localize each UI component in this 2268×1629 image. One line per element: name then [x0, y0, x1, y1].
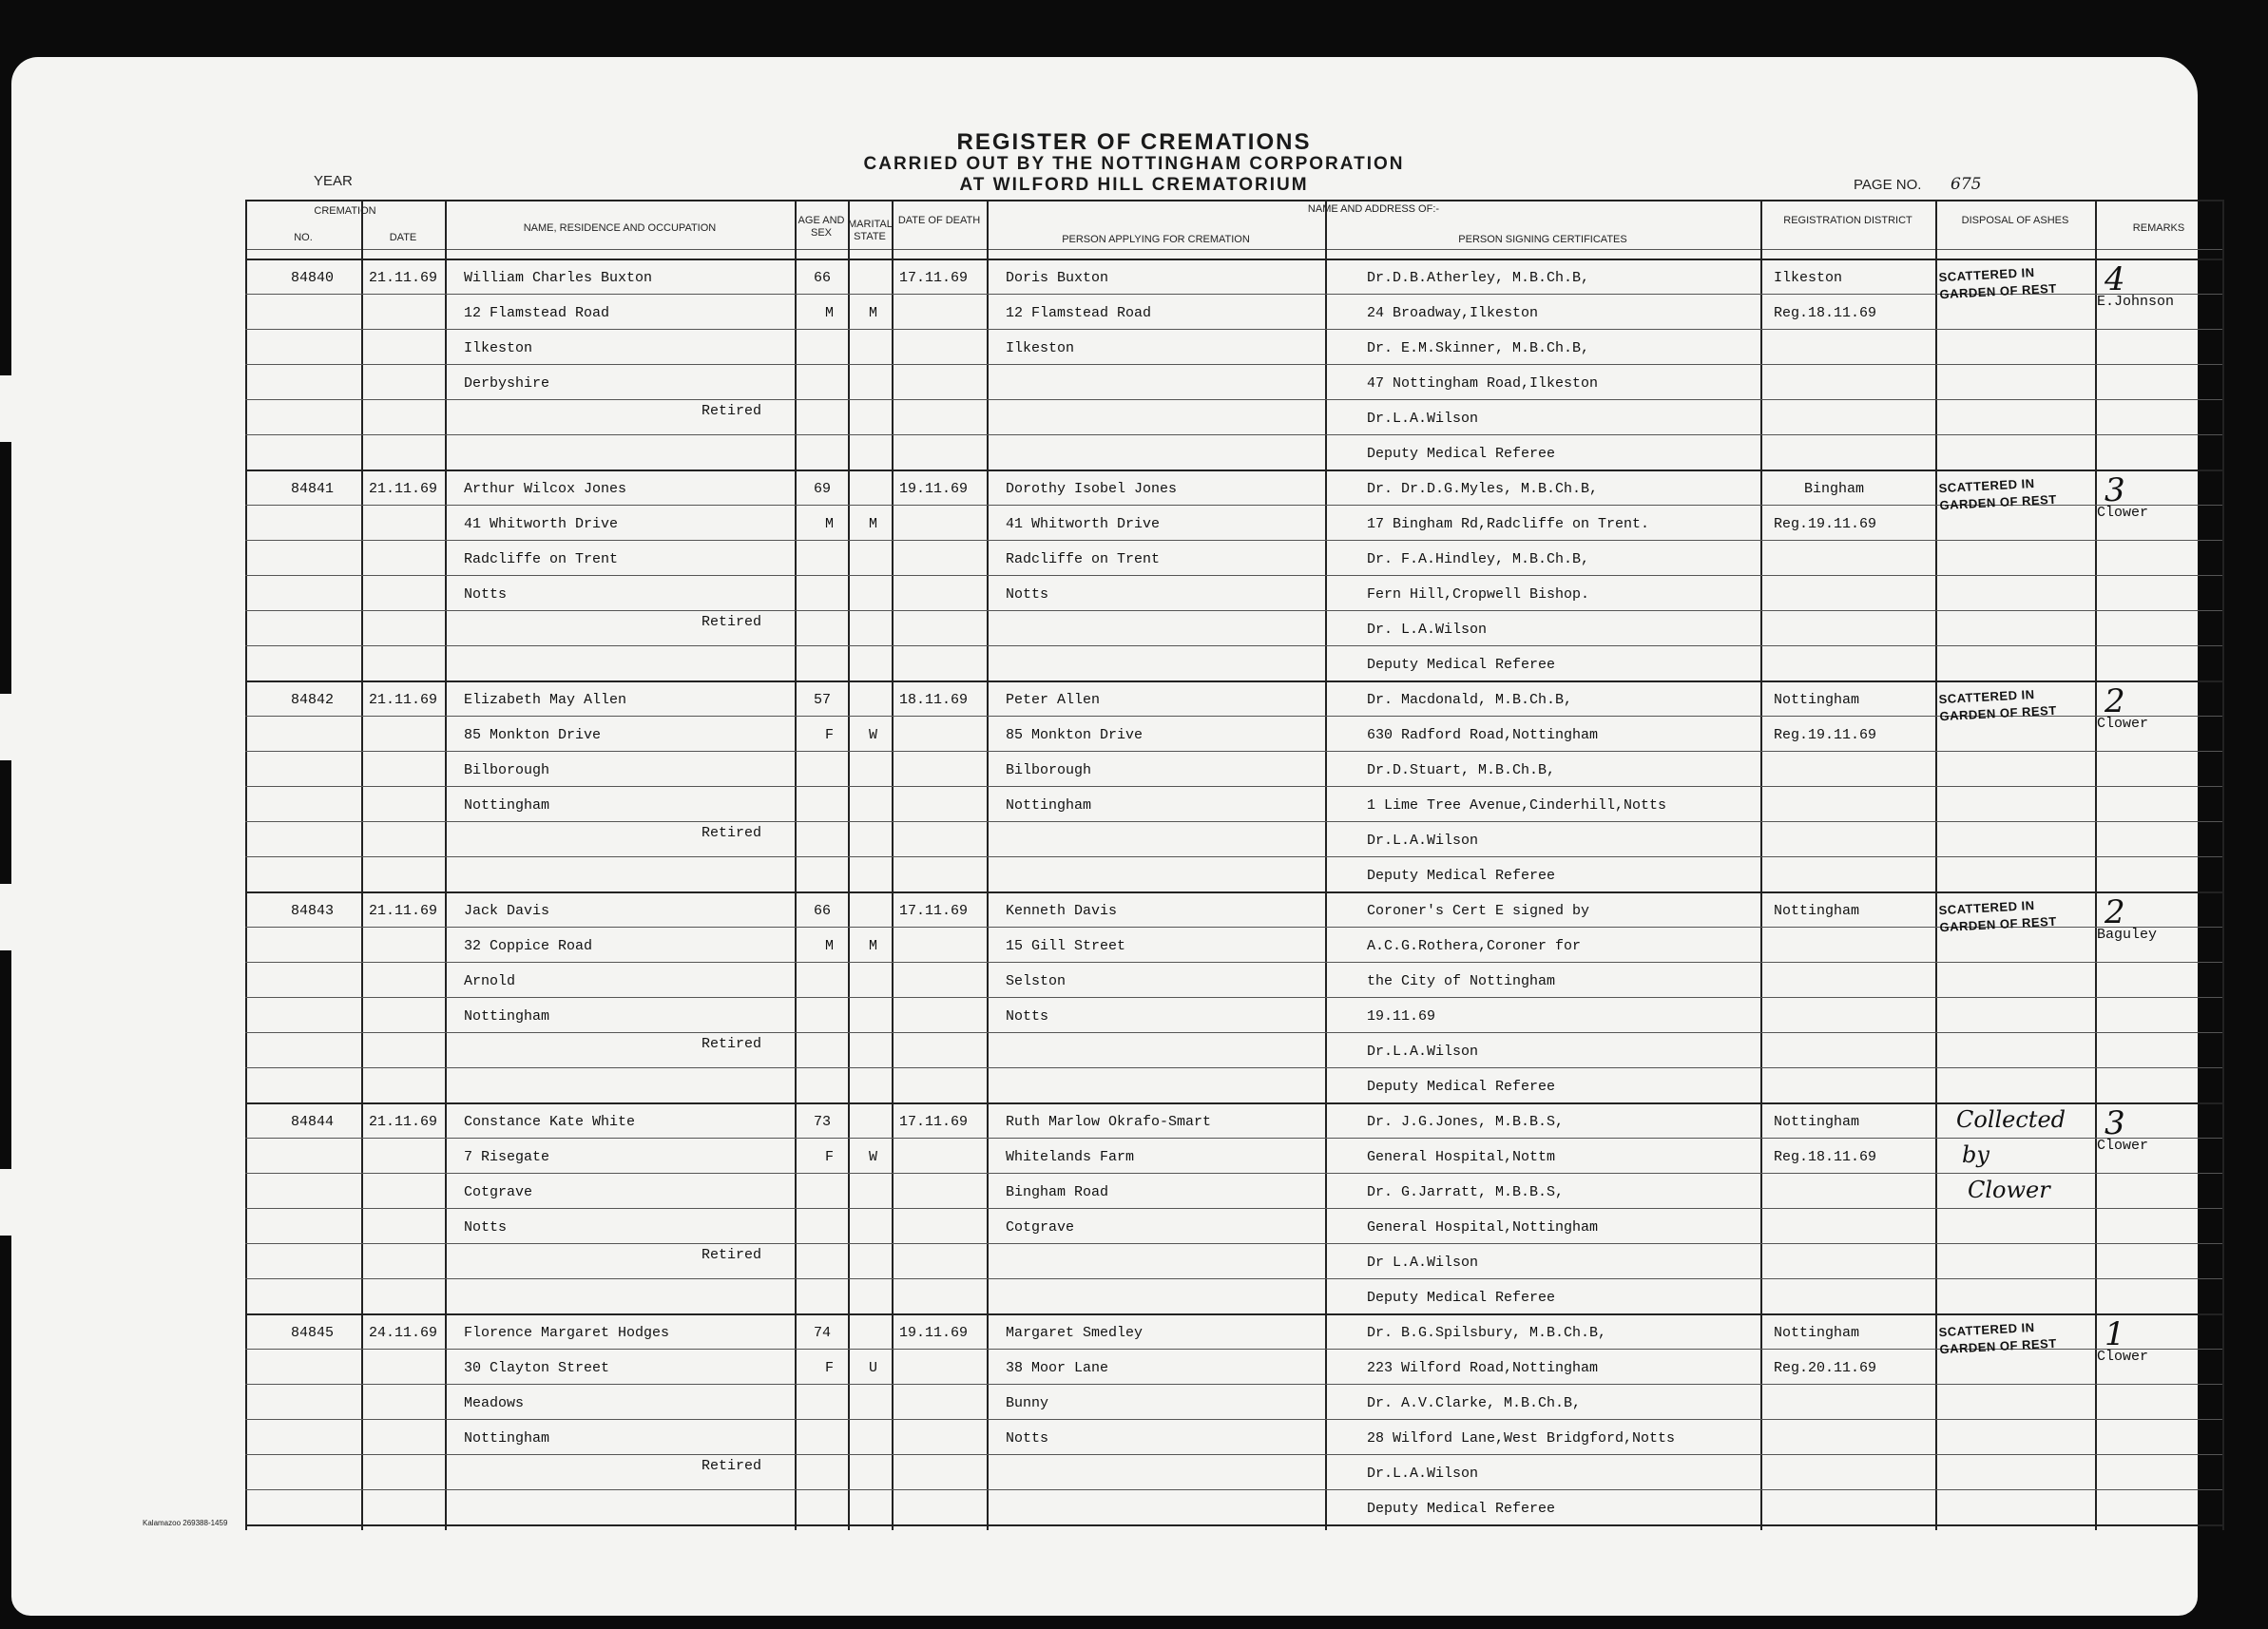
- ashes-disposal-stamp: SCATTERED IN GARDEN OF REST: [1938, 264, 2058, 302]
- certifier-line: General Hospital,Nottingham: [1367, 1219, 1599, 1236]
- certifier-line: Dr.L.A.Wilson: [1367, 1466, 1479, 1482]
- cremation-date: 21.11.69: [369, 1114, 438, 1130]
- certifier-line: the City of Nottingham: [1367, 973, 1556, 989]
- ruled-line: [245, 434, 2222, 435]
- printer-imprint: Kalamazoo 269388-1459: [143, 1519, 228, 1527]
- certifier-line: 630 Radford Road,Nottingham: [1367, 727, 1599, 743]
- certifier-line: Deputy Medical Referee: [1367, 446, 1556, 462]
- binder-tab: [0, 1169, 72, 1236]
- remarks-attendant: Clower: [2097, 716, 2149, 732]
- deceased-name-line: Arnold: [464, 973, 516, 989]
- registration-date: Reg.19.11.69: [1774, 516, 1877, 532]
- record-divider: [245, 680, 2222, 682]
- marital-state: M: [869, 938, 878, 954]
- ruled-line: [245, 716, 2222, 717]
- certifier-line: Dr. B.G.Spilsbury, M.B.Ch.B,: [1367, 1325, 1607, 1341]
- page-subtitle-1: CARRIED OUT BY THE NOTTINGHAM CORPORATION: [863, 154, 1405, 174]
- registration-district: Ilkeston: [1774, 270, 1843, 286]
- deceased-name-line: 85 Monkton Drive: [464, 727, 602, 743]
- certifier-line: Deputy Medical Referee: [1367, 868, 1556, 884]
- certifier-line: Dr L.A.Wilson: [1367, 1255, 1479, 1271]
- applicant-line: 15 Gill Street: [1006, 938, 1126, 954]
- remarks-attendant: Clower: [2097, 505, 2149, 521]
- certifier-line: Dr. L.A.Wilson: [1367, 622, 1488, 638]
- sex: F: [825, 1360, 835, 1376]
- applicant-line: Bilborough: [1006, 762, 1092, 778]
- certifier-line: Dr. E.M.Skinner, M.B.Ch.B,: [1367, 340, 1590, 356]
- record-divider: [245, 470, 2222, 471]
- occupation: Retired: [702, 1458, 762, 1474]
- applicant-line: Bingham Road: [1006, 1184, 1109, 1200]
- ruled-line: [245, 1419, 2222, 1420]
- certifier-line: Dr.D.B.Atherley, M.B.Ch.B,: [1367, 270, 1590, 286]
- remarks-attendant: Clower: [2097, 1138, 2149, 1154]
- ruled-line: [245, 364, 2222, 365]
- registration-district-header: REGISTRATION DISTRICT: [1783, 215, 1912, 226]
- deceased-name-line: Bilborough: [464, 762, 550, 778]
- deceased-name-line: William Charles Buxton: [464, 270, 653, 286]
- deceased-name-line: 41 Whitworth Drive: [464, 516, 619, 532]
- year-label: YEAR: [314, 173, 353, 189]
- registration-district: Nottingham: [1774, 903, 1860, 919]
- ruled-line: [245, 505, 2222, 506]
- binder-tab: [0, 375, 72, 442]
- certifier-line: 17 Bingham Rd,Radcliffe on Trent.: [1367, 516, 1650, 532]
- ruled-line: [245, 927, 2222, 928]
- deceased-name-line: Jack Davis: [464, 903, 550, 919]
- marital-header: MARITAL STATE: [848, 219, 893, 242]
- applicant-line: Nottingham: [1006, 797, 1092, 814]
- record-divider: [245, 891, 2222, 893]
- cremation-number: 84843: [291, 903, 335, 919]
- deceased-name-line: Nottingham: [464, 1008, 550, 1025]
- certifier-line: Dr. Macdonald, M.B.Ch.B,: [1367, 692, 1573, 708]
- remarks-plot-number: 2: [2105, 682, 2125, 720]
- date-of-death: 19.11.69: [899, 481, 969, 497]
- age: 66: [814, 270, 832, 286]
- remarks-plot-number: 3: [2105, 1104, 2125, 1142]
- marital-state: W: [869, 1149, 878, 1165]
- deceased-name-line: Cotgrave: [464, 1184, 533, 1200]
- cremation-number: 84840: [291, 270, 335, 286]
- remarks-plot-number: 1: [2105, 1315, 2125, 1353]
- date-of-death: 19.11.69: [899, 1325, 969, 1341]
- marital-state: M: [869, 305, 878, 321]
- ruled-line: [245, 1278, 2222, 1279]
- certifier-line: Dr. Dr.D.G.Myles, M.B.Ch.B,: [1367, 481, 1599, 497]
- applicant-line: Radcliffe on Trent: [1006, 551, 1161, 567]
- registration-date: Reg.19.11.69: [1774, 727, 1877, 743]
- ruled-line: [245, 575, 2222, 576]
- certifier-line: Dr. G.Jarratt, M.B.B.S,: [1367, 1184, 1565, 1200]
- date-of-death: 17.11.69: [899, 1114, 969, 1130]
- applicant-line: Selston: [1006, 973, 1067, 989]
- name-address-header: NAME AND ADDRESS OF:-: [1307, 203, 1440, 215]
- deceased-name-line: 12 Flamstead Road: [464, 305, 610, 321]
- binder-tab: [0, 884, 72, 950]
- registration-date: Reg.20.11.69: [1774, 1360, 1877, 1376]
- applicant-line: Ilkeston: [1006, 340, 1075, 356]
- ashes-disposal-stamp: SCATTERED IN GARDEN OF REST: [1938, 897, 2058, 935]
- age: 66: [814, 903, 832, 919]
- register-table: [245, 200, 2222, 1530]
- cremation-date: 21.11.69: [369, 481, 438, 497]
- occupation: Retired: [702, 825, 762, 841]
- ruled-line: [245, 1489, 2222, 1490]
- date-death-header: DATE OF DEATH: [897, 215, 981, 226]
- ashes-disposal-handwritten: Collected: [1956, 1106, 2066, 1133]
- ashes-disposal-handwritten: Clower: [1968, 1177, 2050, 1203]
- deceased-name-line: 32 Coppice Road: [464, 938, 593, 954]
- cremation-date: 21.11.69: [369, 692, 438, 708]
- remarks-header: REMARKS: [2132, 222, 2185, 234]
- ruled-line: [245, 1454, 2222, 1455]
- cremation-number: 84844: [291, 1114, 335, 1130]
- applicant-line: Bunny: [1006, 1395, 1049, 1411]
- deceased-name-line: Ilkeston: [464, 340, 533, 356]
- record-divider: [245, 1102, 2222, 1104]
- applicant-line: 41 Whitworth Drive: [1006, 516, 1161, 532]
- record-divider: [245, 1313, 2222, 1315]
- ruled-line: [245, 399, 2222, 400]
- applicant-line: Notts: [1006, 586, 1049, 603]
- ruled-line: [245, 997, 2222, 998]
- marital-state: W: [869, 727, 878, 743]
- age: 69: [814, 481, 832, 497]
- deceased-name-line: Florence Margaret Hodges: [464, 1325, 670, 1341]
- remarks-plot-number: 2: [2105, 893, 2125, 931]
- sex: M: [825, 305, 835, 321]
- cremation-header: CREMATION: [314, 205, 376, 217]
- certifier-header: PERSON SIGNING CERTIFICATES: [1458, 234, 1627, 245]
- certifier-line: Dr. A.V.Clarke, M.B.Ch.B,: [1367, 1395, 1582, 1411]
- occupation: Retired: [702, 1036, 762, 1052]
- cremation-number: 84842: [291, 692, 335, 708]
- deceased-name-line: Arthur Wilcox Jones: [464, 481, 627, 497]
- record-divider: [245, 1524, 2222, 1526]
- name-header: NAME, RESIDENCE AND OCCUPATION: [523, 222, 717, 234]
- date-header: DATE: [389, 232, 417, 243]
- cremation-date: 21.11.69: [369, 903, 438, 919]
- certifier-line: Deputy Medical Referee: [1367, 1290, 1556, 1306]
- applicant-line: Margaret Smedley: [1006, 1325, 1144, 1341]
- ruled-line: [245, 1032, 2222, 1033]
- deceased-name-line: Notts: [464, 1219, 508, 1236]
- remarks-plot-number: 4: [2105, 260, 2125, 298]
- cremation-number: 84845: [291, 1325, 335, 1341]
- binder-tab: [0, 694, 72, 760]
- applicant-line: Notts: [1006, 1008, 1049, 1025]
- remarks-attendant: E.Johnson: [2097, 294, 2175, 310]
- deceased-name-line: 7 Risegate: [464, 1149, 550, 1165]
- certifier-line: Dr.L.A.Wilson: [1367, 411, 1479, 427]
- registration-date: Reg.18.11.69: [1774, 305, 1877, 321]
- certifier-line: Dr.L.A.Wilson: [1367, 1044, 1479, 1060]
- certifier-line: Dr. J.G.Jones, M.B.B.S,: [1367, 1114, 1565, 1130]
- registration-district: Bingham: [1804, 481, 1865, 497]
- certifier-line: Dr.L.A.Wilson: [1367, 833, 1479, 849]
- ashes-disposal-stamp: SCATTERED IN GARDEN OF REST: [1938, 686, 2058, 724]
- applicant-line: 85 Monkton Drive: [1006, 727, 1144, 743]
- deceased-name-line: Derbyshire: [464, 375, 550, 392]
- applicant-line: Notts: [1006, 1430, 1049, 1447]
- age: 57: [814, 692, 832, 708]
- ruled-line: [245, 1243, 2222, 1244]
- certifier-line: 19.11.69: [1367, 1008, 1436, 1025]
- deceased-name-line: Meadows: [464, 1395, 525, 1411]
- page-title: REGISTER OF CREMATIONS: [956, 129, 1312, 155]
- ruled-line: [245, 294, 2222, 295]
- certifier-line: Deputy Medical Referee: [1367, 1501, 1556, 1517]
- cremation-number: 84841: [291, 481, 335, 497]
- certifier-line: 24 Broadway,Ilkeston: [1367, 305, 1539, 321]
- ashes-disposal-stamp: SCATTERED IN GARDEN OF REST: [1938, 475, 2058, 513]
- ruled-line: [245, 856, 2222, 857]
- ruled-line: [245, 540, 2222, 541]
- certifier-line: Fern Hill,Cropwell Bishop.: [1367, 586, 1590, 603]
- registration-date: Reg.18.11.69: [1774, 1149, 1877, 1165]
- applicant-line: Ruth Marlow Okrafo-Smart: [1006, 1114, 1212, 1130]
- age: 74: [814, 1325, 832, 1341]
- applicant-line: Cotgrave: [1006, 1219, 1075, 1236]
- ruled-line: [245, 1138, 2222, 1139]
- age-sex-header: AGE AND SEX: [798, 215, 845, 239]
- cremation-date: 24.11.69: [369, 1325, 438, 1341]
- certifier-line: 47 Nottingham Road,Ilkeston: [1367, 375, 1599, 392]
- sex: M: [825, 516, 835, 532]
- occupation: Retired: [702, 403, 762, 419]
- registration-district: Nottingham: [1774, 692, 1860, 708]
- registration-district: Nottingham: [1774, 1325, 1860, 1341]
- remarks-attendant: Clower: [2097, 1349, 2149, 1365]
- ruled-line: [245, 1173, 2222, 1174]
- certifier-line: 28 Wilford Lane,West Bridgford,Notts: [1367, 1430, 1676, 1447]
- certifier-line: Dr. F.A.Hindley, M.B.Ch.B,: [1367, 551, 1590, 567]
- date-of-death: 17.11.69: [899, 270, 969, 286]
- ashes-disposal-handwritten: by: [1962, 1141, 1989, 1168]
- date-of-death: 17.11.69: [899, 903, 969, 919]
- ruled-line: [245, 786, 2222, 787]
- column-divider: [2222, 200, 2224, 1530]
- certifier-line: Dr.D.Stuart, M.B.Ch.B,: [1367, 762, 1556, 778]
- sex: F: [825, 727, 835, 743]
- applicant-line: 12 Flamstead Road: [1006, 305, 1152, 321]
- certifier-line: 223 Wilford Road,Nottingham: [1367, 1360, 1599, 1376]
- ruled-line: [245, 1384, 2222, 1385]
- deceased-name-line: 30 Clayton Street: [464, 1360, 610, 1376]
- ruled-line: [245, 329, 2222, 330]
- ruled-line: [245, 962, 2222, 963]
- ruled-line: [245, 610, 2222, 611]
- page-number: 675: [1951, 175, 1982, 194]
- applicant-line: Whitelands Farm: [1006, 1149, 1135, 1165]
- sex: F: [825, 1149, 835, 1165]
- marital-state: M: [869, 516, 878, 532]
- ruled-line: [245, 751, 2222, 752]
- disposal-header: DISPOSAL OF ASHES: [1961, 215, 2069, 226]
- ashes-disposal-stamp: SCATTERED IN GARDEN OF REST: [1938, 1319, 2058, 1357]
- certifier-line: Coroner's Cert E signed by: [1367, 903, 1590, 919]
- certifier-line: A.C.G.Rothera,Coroner for: [1367, 938, 1582, 954]
- applicant-line: 38 Moor Lane: [1006, 1360, 1109, 1376]
- deceased-name-line: Notts: [464, 586, 508, 603]
- deceased-name-line: Constance Kate White: [464, 1114, 636, 1130]
- no-header: NO.: [294, 232, 313, 243]
- applicant-line: Peter Allen: [1006, 692, 1101, 708]
- deceased-name-line: Nottingham: [464, 797, 550, 814]
- cremation-date: 21.11.69: [369, 270, 438, 286]
- certifier-line: Deputy Medical Referee: [1367, 1079, 1556, 1095]
- occupation: Retired: [702, 614, 762, 630]
- occupation: Retired: [702, 1247, 762, 1263]
- registration-district: Nottingham: [1774, 1114, 1860, 1130]
- applicant-line: Doris Buxton: [1006, 270, 1109, 286]
- remarks-plot-number: 3: [2105, 471, 2125, 509]
- ruled-line: [245, 821, 2222, 822]
- applicant-line: Kenneth Davis: [1006, 903, 1118, 919]
- certifier-line: Deputy Medical Referee: [1367, 657, 1556, 673]
- page-subtitle-2: AT WILFORD HILL CREMATORIUM: [959, 175, 1309, 195]
- deceased-name-line: Nottingham: [464, 1430, 550, 1447]
- ruled-line: [245, 1349, 2222, 1350]
- marital-state: U: [869, 1360, 878, 1376]
- sex: M: [825, 938, 835, 954]
- certifier-line: 1 Lime Tree Avenue,Cinderhill,Notts: [1367, 797, 1667, 814]
- deceased-name-line: Elizabeth May Allen: [464, 692, 627, 708]
- applicant-line: Dorothy Isobel Jones: [1006, 481, 1178, 497]
- deceased-name-line: Radcliffe on Trent: [464, 551, 619, 567]
- age: 73: [814, 1114, 832, 1130]
- applicant-header: PERSON APPLYING FOR CREMATION: [1062, 234, 1250, 245]
- ruled-line: [245, 1208, 2222, 1209]
- remarks-attendant: Baguley: [2097, 927, 2158, 943]
- date-of-death: 18.11.69: [899, 692, 969, 708]
- ruled-line: [245, 1067, 2222, 1068]
- ruled-line: [245, 645, 2222, 646]
- certifier-line: General Hospital,Nottm: [1367, 1149, 1556, 1165]
- page-number-label: PAGE NO.: [1854, 177, 1922, 193]
